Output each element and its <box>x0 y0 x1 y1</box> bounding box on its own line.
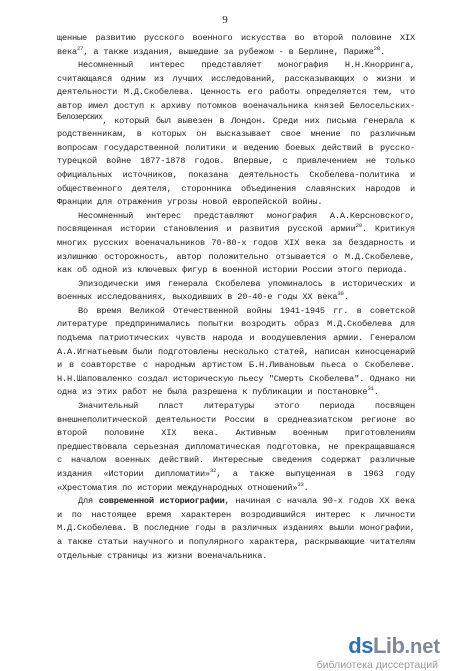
paragraph-text: , а также выпущенная в 1963 году «Хрестоматия по истории международных отношений» <box>57 469 415 493</box>
footnote-ref: 33 <box>297 480 304 488</box>
paragraph-text: . <box>343 292 349 303</box>
paragraph-text: , а также издания, вышедшие за рубежом - в Берлине, Париже <box>83 46 374 57</box>
paragraph-text: Несомненный интерес представляют монография А.А.Керсновского, посвященная истории становления и развития русской армии <box>57 210 415 235</box>
logo-lib-text: Lib <box>372 633 405 658</box>
paragraph <box>57 305 415 400</box>
paragraph-text: Несомненный интерес представляет монография Н.Н.Кнорринга, считающаяся одним из лучших исследований, рассказывающих о жизни и деятельности М.Д.Скобелева. Ценность его работы определяется тем, что автор имел доступ к архиву потомков военачальника князей Белосельских- <box>57 60 415 111</box>
handwritten-correction: Белозерских <box>57 111 103 121</box>
paragraph-text: , начиная с начала 90-х годов XX века и по настоящее время характерен возродившийся интерес к личности М.Д.Скобелева. В последние годы в различных изданиях вышли монографии, а также статьи научного и популярного характера, раскрывающие читателям отдельные страницы из жизни военачальника. <box>57 496 416 561</box>
paragraph <box>57 495 415 563</box>
dslib-watermark[interactable] <box>316 633 440 671</box>
paragraph-text: , который был вывезен в Лондон. Среди них письма генерала к родственникам, в которых он высказывает свое мнение по различным вопросам государственной политики и ведению боевых действий в русско-турецкой войне 1877-1878 годов. Впервые, с привлечением не только официальных источников, показана деятельность Скобелева-политика и общественного деятеля, сторонника объединения славянских народов и Франции для отражения угрозы новой европейской войны. <box>57 115 415 208</box>
paragraph-text: Эпизодически имя генерала Скобелева упоминалось в исторических и военных исследованиях, выходивших в 20-40-е годы XX века <box>57 278 415 303</box>
logo-net-text: .net <box>404 636 440 658</box>
paragraph <box>57 278 415 305</box>
logo-ds-text: ds <box>348 633 373 658</box>
footnote-ref: 29 <box>355 222 362 230</box>
dslib-logo <box>348 633 440 659</box>
footnote-ref: 30 <box>337 290 344 298</box>
footnote-ref: 27 <box>77 44 84 52</box>
footnote-ref: 28 <box>373 44 381 52</box>
footnote-ref: 31 <box>367 385 374 393</box>
paragraph <box>57 59 415 210</box>
document-body <box>57 32 415 563</box>
paragraph-text: . <box>380 46 386 57</box>
emphasis-text: современной историографии <box>98 496 225 507</box>
page-number: 9 <box>222 14 228 26</box>
watermark-subtitle: библиотека диссертаций <box>316 659 438 671</box>
paragraph-text: щенные развитию русского военного искусства во второй половине XIX века <box>57 33 415 57</box>
paragraph <box>57 210 415 278</box>
paragraph-text: Во время Великой Отечественной войны 1941-1945 гг. в советской литературе предпринимались попытки возродить образ М.Д.Скобелева для подъема патриотических чувств народа и воодушевления армии. Генералом А.А.Игнатьевым были подготовлены несколько статей, написан киносценарий и в соавторстве с народным артистом Б.Н.Ливановым пьеса о Скобелеве. Н.Н.Шаповаленко создал историческую пьесу "Смерть Скобелева". Однако ни одна из этих работ не была разрешена к публикации и постановке <box>57 305 415 398</box>
paragraph-text: . Критикуя многих русских военачальников 70-80-х годов XIX века за бездарность и излишнюю осторожность, автор положительно отзывается о М.Д.Скобелеве, как об одной из ключевых фигур в военной истории России этого периода. <box>57 224 415 276</box>
paragraph <box>57 32 415 59</box>
paragraph-text: . <box>303 482 309 493</box>
paragraph <box>57 400 415 495</box>
paragraph-text: Для <box>78 496 99 507</box>
paragraph-text: Значительный пласт литературы этого периода посвящен внешнеполитической деятельности России в среднеазиатском регионе во второй половине XIX века. Активным военным приготовлениям предшествовала серьезная дипломатическая подготовка, не прекращавшаяся с началом военных действий. Интересные сведения содержат различные издания «Истории дипломатии» <box>57 401 415 479</box>
footnote-ref: 32 <box>210 467 217 475</box>
paragraph-text: . <box>373 387 379 398</box>
